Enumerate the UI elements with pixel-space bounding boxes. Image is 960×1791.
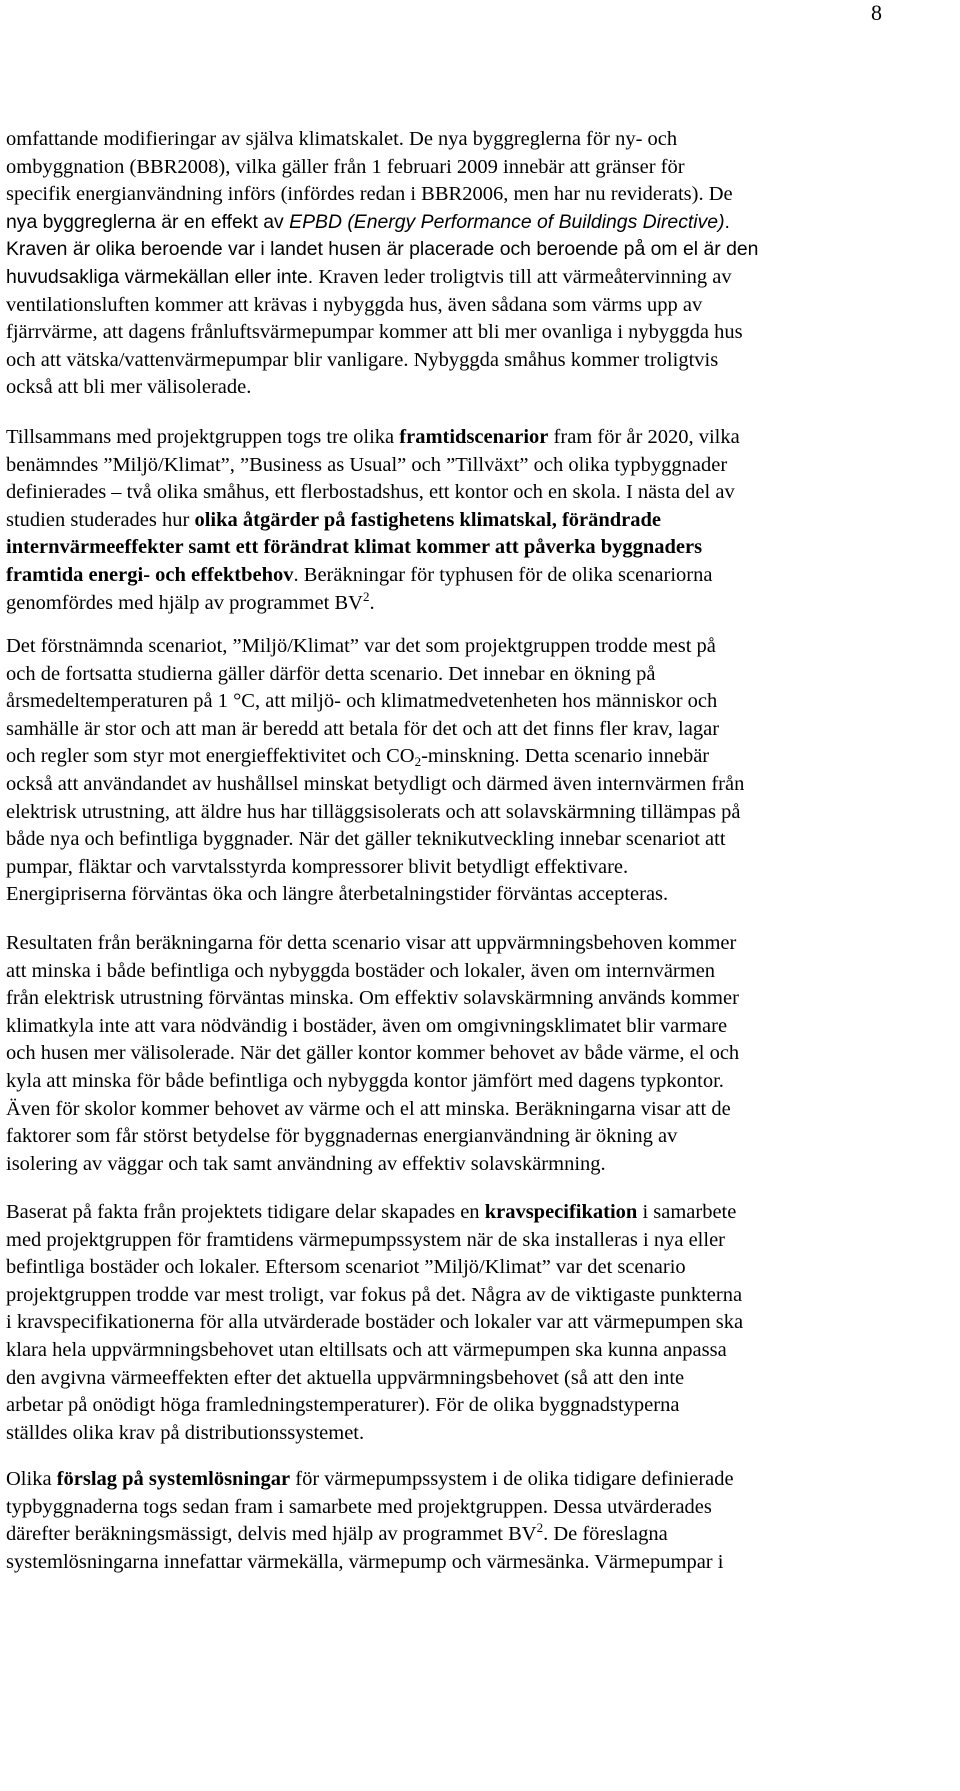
text-span: Olika (6, 1468, 57, 1490)
text-line (6, 264, 840, 292)
text-line: faktorer som får störst betydelse för byggnadernas energianvändning är ökning av (6, 1125, 678, 1148)
text-span: fram för år 2020, vilka (548, 426, 740, 448)
text-line: också att användandet av hushållsel minskat betydligt och därmed även internvärmen från (6, 772, 745, 795)
text-line: arbetar på onödigt höga framledningstemperaturer). För de olika byggnadstyperna (6, 1394, 680, 1417)
paragraph-climate-scenario (6, 633, 840, 909)
text-span: . (724, 210, 730, 233)
text-span: för värmepumpssystem i de olika tidigare definierade (290, 1468, 734, 1490)
paragraph-building-regulations (6, 126, 840, 402)
paragraph-system-solutions (6, 1466, 840, 1576)
text-span: Baserat på fakta från projektets tidigare delar skapades en (6, 1201, 485, 1223)
paragraph-results (6, 930, 840, 1178)
text-line: både nya och befintliga byggnader. När det gäller teknikutveckling innebar scenariot att (6, 828, 726, 851)
text-line (6, 209, 840, 237)
paragraph-future-scenarios (6, 424, 840, 617)
text-line: definierades – två olika småhus, ett flerbostadshus, ett kontor och en skola. I nästa del av (6, 481, 735, 504)
subscript: 2 (414, 754, 422, 770)
text-line (6, 424, 840, 452)
text-line: klimatkyla inte att vara nödvändig i bostäder, även om omgivningsklimatet blir varmare (6, 1014, 728, 1037)
bold-term: framtida energi- och effektbehov (6, 563, 294, 586)
text-line: kyla att minska för både befintliga och nybyggda kontor jämfört med dagens typkontor. (6, 1069, 724, 1092)
text-line (6, 507, 840, 535)
text-line (6, 1466, 840, 1494)
text-line: projektgruppen trodde var mest troligt, var fokus på det. Några av de viktigaste punkterna (6, 1283, 743, 1306)
text-line (6, 743, 840, 771)
bold-term: olika åtgärder på fastighetens klimatskal, förändrade (194, 508, 662, 531)
text-line: årsmedeltemperaturen på 1 °C, att miljö- och klimatmedvetenheten hos människor och (6, 690, 718, 713)
text-line: ventilationsluften kommer att krävas i nybyggda hus, även sådana som värms upp av (6, 293, 703, 316)
text-span: . De föreslagna (543, 1523, 668, 1546)
text-line: och de fortsatta studierna gäller därför detta scenario. Det innebar en ökning på (6, 662, 656, 685)
text-line: och husen mer välisolerade. När det gäller kontor kommer behovet av både värme, el och (6, 1042, 740, 1065)
text-line: från elektrisk utrustning förväntas minska. Om effektiv solavskärmning används kommer (6, 987, 739, 1010)
text-line: elektrisk utrustning, att äldre hus har tilläggsisolerats och att solavskärmning tillämpas på (6, 800, 741, 823)
text-line: pumpar, fläktar och varvtalsstyrda kompressorer blivit betydligt effektivare. (6, 855, 629, 878)
text-span: . (369, 591, 375, 614)
text-span: . Beräkningar för typhusen för de olika scenariorna (293, 563, 713, 586)
text-span: därefter beräkningsmässigt, delvis med hjälp av programmet BV (6, 1523, 537, 1546)
superscript: 2 (362, 588, 370, 604)
text-span: i samarbete (637, 1201, 737, 1223)
text-line: befintliga bostäder och lokaler. Eftersom scenariot ”Miljö/Klimat” var det scenario (6, 1256, 686, 1279)
epbd-term: EPBD (Energy Performance of Buildings Directive) (289, 210, 725, 233)
text-line (6, 1199, 840, 1227)
bold-term: framtidscenarior (399, 426, 549, 448)
text-span: genomfördes med hjälp av programmet BV (6, 591, 363, 614)
superscript: 2 (536, 1520, 544, 1536)
text-line: Kraven är olika beroende var i landet husen är placerade och beroende på om el är den (6, 238, 759, 261)
text-line: i kravspecifikationerna för alla utvärderade bostäder och lokaler var att värmepumpen ska (6, 1311, 744, 1334)
text-line: också att bli mer välisolerade. (6, 376, 252, 399)
text-line: klara hela uppvärmningsbehovet utan eltillsats och att värmepumpen ska kunna anpassa (6, 1338, 727, 1361)
text-line (6, 590, 840, 618)
text-line: Resultaten från beräkningarna för detta scenario visar att uppvärmningsbehoven kommer (6, 932, 737, 954)
text-span: huvudsakliga värmekällan eller inte. (6, 265, 314, 288)
text-span: studien studerades hur (6, 508, 195, 531)
text-line (6, 534, 840, 562)
bold-term: internvärmeeffekter samt ett förändrat klimat kommer att påverka byggnaders (6, 536, 703, 559)
text-line: och att vätska/vattenvärmepumpar blir vanligare. Nybyggda småhus kommer troligtvis (6, 348, 719, 371)
text-line: benämndes ”Miljö/Klimat”, ”Business as Usual” och ”Tillväxt” och olika typbyggnader (6, 453, 728, 476)
text-line: Det förstnämnda scenariot, ”Miljö/Klimat” var det som projektgruppen trodde mest på (6, 635, 716, 657)
text-span: -minskning. Detta scenario innebär (421, 745, 710, 768)
page-number: 8 (871, 0, 882, 25)
text-line: isolering av väggar och tak samt användning av effektiv solavskärmning. (6, 1152, 606, 1175)
text-span: och regler som styr mot energieffektivitet och CO (6, 745, 415, 768)
text-line: Energipriserna förväntas öka och längre återbetalningstider förväntas accepteras. (6, 883, 669, 906)
paragraph-requirements (6, 1199, 840, 1447)
bold-term: kravspecifikation (484, 1201, 638, 1223)
text-line: omfattande modifieringar av själva klimatskalet. De nya byggreglerna för ny- och (6, 128, 678, 150)
text-line (6, 562, 840, 590)
text-line: ombyggnation (BBR2008), vilka gäller från 1 februari 2009 innebär att gränser för (6, 155, 685, 178)
text-line: samhälle är stor och att man är beredd att betala för det och att det finns fler krav, lagar (6, 717, 720, 740)
text-line: ställdes olika krav på distributionssystemet. (6, 1421, 365, 1444)
text-line: systemlösningarna innefattar värmekälla, värmepump och värmesänka. Värmepumpar i (6, 1550, 724, 1573)
text-span: nya byggreglerna är en effekt av (6, 210, 290, 233)
text-line: fjärrvärme, att dagens frånluftsvärmepumpar kommer att bli mer ovanliga i nybyggda hus (6, 321, 743, 344)
text-line: typbyggnaderna togs sedan fram i samarbete med projektgruppen. Dessa utvärderades (6, 1495, 712, 1518)
text-line: den avgivna värmeeffekten efter det aktuella uppvärmningsbehovet (så att den inte (6, 1366, 685, 1389)
text-line: med projektgruppen för framtidens värmepumpssystem när de ska installeras i nya eller (6, 1228, 725, 1251)
text-line: specifik energianvändning införs (infördes redan i BBR2006, men har nu reviderats). De (6, 183, 733, 206)
text-line: Även för skolor kommer behovet av värme och el att minska. Beräkningarna visar att de (6, 1097, 731, 1120)
text-span: Kraven leder troligtvis till att värmeåtervinning av (313, 265, 732, 288)
text-line (6, 1521, 840, 1549)
text-span: Tillsammans med projektgruppen togs tre olika (6, 426, 400, 448)
text-line: att minska i både befintliga och nybyggda bostäder och lokaler, även om internvärmen (6, 959, 716, 982)
bold-term: förslag på systemlösningar (56, 1468, 291, 1490)
